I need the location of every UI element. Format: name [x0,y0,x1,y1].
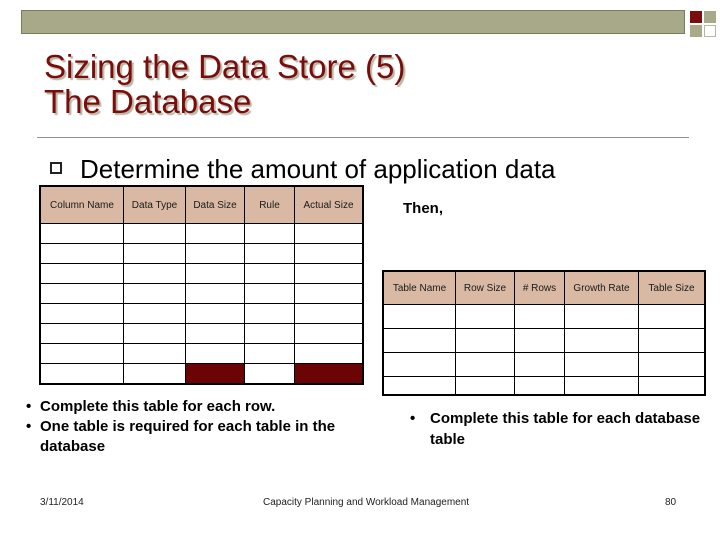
table-cell[interactable] [40,224,124,244]
note-text: One table is required for each table in the database [40,418,336,455]
table-header-row [40,186,363,224]
table-cell[interactable] [186,224,245,244]
table-row [40,244,363,264]
table-cell[interactable] [565,329,639,353]
footer-page-number: 80 [665,497,677,508]
bullet-dot-icon: • [410,410,416,427]
table-cell[interactable] [515,353,565,377]
table-cell[interactable] [295,284,364,304]
table-cell[interactable] [186,324,245,344]
table-row [40,324,363,344]
header-table-name: Table Name [383,271,456,305]
table-cell[interactable] [186,244,245,264]
table-cell[interactable] [639,329,706,353]
column-sizing-table [39,185,364,385]
table-cell[interactable] [124,304,186,324]
corner-square-white [704,25,716,37]
table-cell[interactable] [515,329,565,353]
note-item [26,397,366,417]
note-item [26,417,366,457]
table-cell[interactable] [186,284,245,304]
table-row [40,344,363,364]
table-cell[interactable] [295,304,364,324]
table-cell[interactable] [295,344,364,364]
then-label: Then, [403,200,443,217]
header-data-size: Data Size [186,186,245,224]
note-text: Complete this table for each row. [40,398,276,415]
slide-title [44,49,405,119]
table-cell[interactable] [295,244,364,264]
bullet-dot-icon: • [26,398,32,415]
header-table-size: Table Size [639,271,706,305]
table-sizing-table [382,270,706,396]
table-cell[interactable] [295,324,364,344]
table-cell[interactable] [245,304,295,324]
title-line-2: The Database [44,83,252,120]
table-cell[interactable] [245,344,295,364]
table-cell[interactable] [124,264,186,284]
table-row [383,377,705,396]
table-row [383,353,705,377]
table-cell[interactable] [565,305,639,329]
corner-square-olive [704,11,716,23]
table-cell[interactable] [186,304,245,324]
table-cell[interactable] [515,377,565,396]
note-text: Complete this table for each database table [430,410,701,448]
table-cell[interactable] [245,224,295,244]
table-cell[interactable] [456,329,515,353]
table-row [40,224,363,244]
right-notes [410,408,710,450]
header-row-size: Row Size [456,271,515,305]
table-cell[interactable] [456,305,515,329]
table-cell[interactable] [124,324,186,344]
header-rule: Rule [245,186,295,224]
footer-title: Capacity Planning and Workload Management [263,497,470,508]
table-cell[interactable] [124,224,186,244]
header-rows: # Rows [515,271,565,305]
table-header-row [383,271,705,305]
corner-square-dark [690,11,702,23]
title-line-1: Sizing the Data Store (5) [44,48,406,85]
table-cell[interactable] [124,284,186,304]
table-cell[interactable] [40,344,124,364]
table-row [383,329,705,353]
table-cell[interactable] [383,329,456,353]
table-cell[interactable] [245,284,295,304]
top-bar [21,10,685,34]
table-cell[interactable] [245,324,295,344]
table-row [40,304,363,324]
table-cell[interactable] [40,264,124,284]
table-cell[interactable] [40,364,124,385]
title-divider [37,137,689,138]
table-cell[interactable] [639,305,706,329]
header-actual-size: Actual Size [295,186,364,224]
square-bullet-icon [50,162,62,174]
table-cell[interactable] [186,344,245,364]
table-cell[interactable] [456,377,515,396]
left-notes [26,397,366,457]
table-cell[interactable] [124,364,186,385]
table-cell[interactable] [245,364,295,385]
table-row [383,305,705,329]
table-row [40,284,363,304]
header-data-type: Data Type [124,186,186,224]
table-cell[interactable] [124,244,186,264]
footer-date: 3/11/2014 [40,497,84,508]
table-cell[interactable] [295,264,364,284]
bullet-dot-icon: • [26,418,32,435]
table-cell[interactable] [383,353,456,377]
table-cell[interactable] [40,244,124,264]
table-cell[interactable] [40,304,124,324]
note-item [410,408,710,450]
table-cell[interactable] [245,264,295,284]
table-cell[interactable] [565,353,639,377]
table-cell[interactable] [639,377,706,396]
table-total-row [40,364,363,385]
table-cell[interactable] [40,284,124,304]
table-cell[interactable] [383,305,456,329]
corner-square-olive-lower [690,25,702,37]
header-column-name: Column Name [40,186,124,224]
data-size-total-cell [186,364,245,385]
table-cell[interactable] [456,353,515,377]
table-cell[interactable] [383,377,456,396]
main-bullet-text: Determine the amount of application data [80,154,556,184]
header-growth-rate: Growth Rate [565,271,639,305]
table-cell[interactable] [186,264,245,284]
table-cell[interactable] [565,377,639,396]
table-cell[interactable] [295,224,364,244]
table-cell[interactable] [124,344,186,364]
actual-size-total-cell [295,364,364,385]
table-row [40,264,363,284]
table-cell[interactable] [245,244,295,264]
table-cell[interactable] [639,353,706,377]
table-cell[interactable] [515,305,565,329]
table-cell[interactable] [40,324,124,344]
